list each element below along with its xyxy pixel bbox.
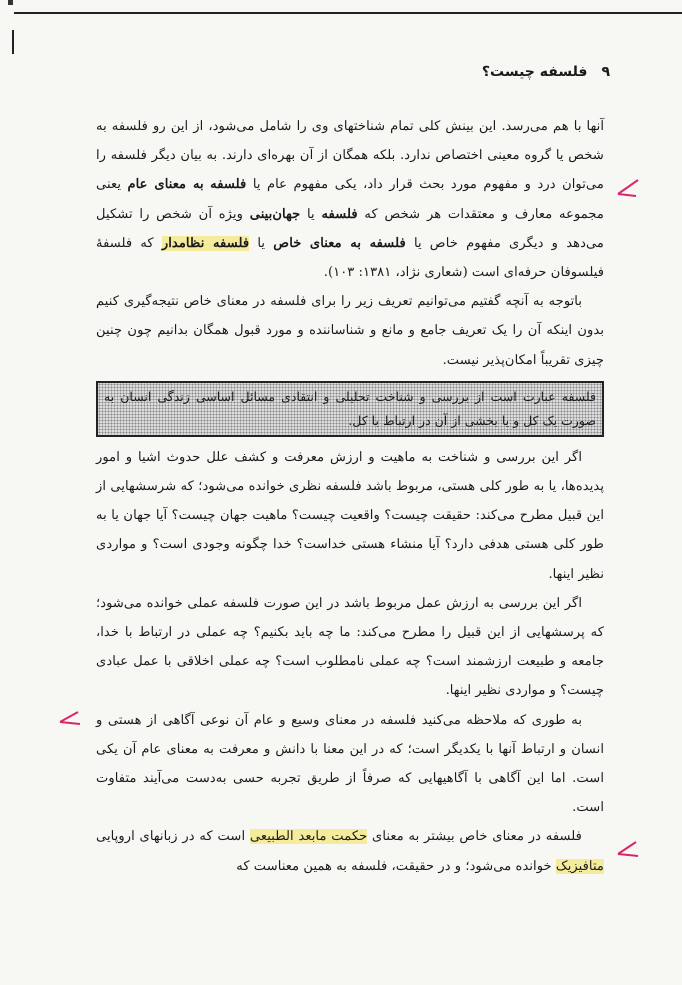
p2-text-1: بیان دیگر فلسفه را می‌توان درد و مفهوم مورد بحث قرار داد، یکی مفهوم عام یا: [96, 148, 604, 193]
p6-text-3: خوانده می‌شود؛ و در حقیقت، فلسفه به همین معناست که: [236, 858, 552, 874]
running-header: [90, 64, 610, 80]
term-worldview: جهان‌بینی: [249, 206, 301, 222]
p2-text-2: یعنی مجموعه معارف و معتقدات هر شخص که: [96, 177, 604, 222]
paragraph-2: باتوجه به آنچه گفتیم می‌توانیم تعریف زیر را برای فلسفه در معنای خاص نتیجه‌گیری کنیم بدون اینکه آن را یک تعریف جامع و مانع و شناساننده و مورد قبول همگان بدانیم چون چنین چیزی تقریباً امکان‌پذیر نیست.: [96, 294, 604, 368]
definition-box: فلسفه عبارت است از بررسی و شناخت تحلیلی و انتقادی مسائل اساسی زندگی انسان به صورت یک کل و یا بخشی از آن در ارتباط با کل.: [96, 381, 604, 437]
paragraph-3: اگر این بررسی و شناخت به ماهیت و ارزش معرفت و کشف علل حدوث اشیا و امور پدیده‌ها، یا به طور کلی هستی، مربوط باشد فلسفه نظری خوانده می‌شود؛ که شرسشهایی از این قبیل مطرح می‌کند: حقیقت چیست؟ واقعیت چیست؟ ماهیت جهان چیست؟ آیا جهان یا به طور کلی هستی هدفی دارد؟ آیا منشاء هستی خداست؟ خدا چگونه وجودی است؟ و مواردی نظیر اینها.: [96, 449, 604, 582]
p2-text-4: ویژه آن شخص را تشکیل می‌دهد و دیگری مفهوم خاص یا: [96, 206, 604, 251]
term-falsafe: فلسفه: [210, 177, 247, 193]
paragraph-6: [96, 822, 604, 880]
p2-text-5: یا: [257, 235, 266, 251]
pen-check-mark-1: [614, 176, 644, 200]
pen-check-mark-2: [56, 708, 86, 732]
term-metaphysics: متافیزیک: [555, 858, 604, 874]
term-general-meaning: به معنای عام: [127, 177, 204, 193]
term-falsafe-2: فلسفه: [321, 206, 358, 222]
page-edge-top-line: [14, 12, 682, 14]
page-edge-left-line: [12, 30, 14, 54]
term-special-meaning: فلسفه در معنای خاص: [459, 829, 582, 845]
p2-text-3: یا: [307, 206, 315, 222]
term-metaphysical-wisdom: حکمت مابعد الطبیعی: [249, 829, 368, 845]
term-specific-meaning: فلسفه به معنای خاص: [273, 235, 406, 251]
term-systematic-philosophy: فلسفه نظامدار: [161, 235, 250, 251]
paragraph-1-continued: [96, 148, 604, 280]
p6-text-2: است که در زبانهای اروپایی: [96, 829, 246, 845]
page-number: ۹: [601, 64, 610, 80]
body-text: [96, 112, 604, 881]
header-title: فلسفه چیست؟: [481, 64, 588, 80]
paragraph-4: اگر این بررسی به ارزش عمل مربوط باشد در این صورت فلسفه عملی خوانده می‌شود؛ که پرسشهایی از این قبیل را مطرح می‌کند: ما چه باید بکنیم؟ چه عملی در ارتباط با خدا، جامعه و طبیعت ارزشمند است؟ چه عملی نامطلوب است؟ چه عملی اخلاقی با عمل عبادی چیست؟ و مواردی نظیر اینها.: [96, 595, 604, 699]
pen-check-mark-3: [614, 838, 644, 862]
p2-citation: که فلسفهٔ فیلسوفان حرفه‌ای است (شعاری نژاد، ۱۳۸۱: ۱۰۳).: [96, 235, 604, 281]
scan-corner-mark: [8, 0, 13, 5]
paragraph-5: به طوری که ملاحظه می‌کنید فلسفه در معنای وسیع و عام آن نوعی آگاهی از هستی و انسان و ارتباط آنها با یکدیگر است؛ که در این معنا با دانش و معرفت به معنای عام آن یکی است. اما این آگاهی با آگاهیهایی که صرفاً از طریق تجربه حسی به‌دست می‌آیند متفاوت است.: [96, 712, 604, 816]
paragraph-1-text: آنها با هم می‌رسد. این بینش کلی تمام شناختهای وی را شامل می‌شود، از این رو فلسفه به شخص یا گروه معینی اختصاص ندارد. بلکه همگان از آن بهره‌ای دارند. به: [96, 119, 604, 164]
paragraph-1: [96, 112, 604, 287]
p6-text-1: بیشتر به معنای: [372, 829, 455, 845]
